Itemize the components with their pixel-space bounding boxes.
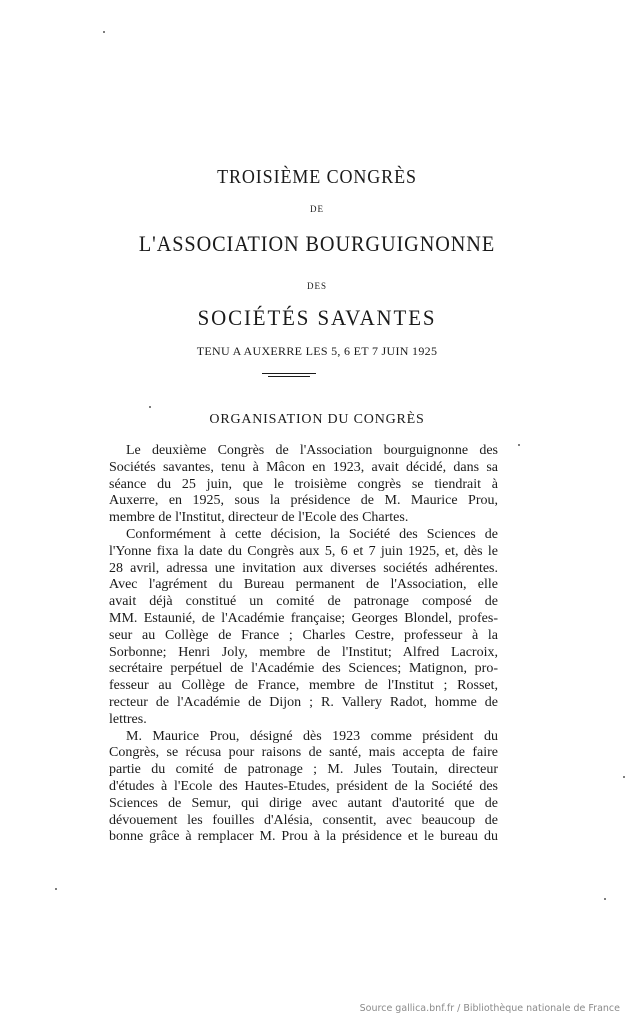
text-line: secrétaire perpétuel de l'Académie des Sciences; Matignon, pro- [109, 661, 498, 677]
scan-speck [604, 898, 606, 900]
text-line: Avec l'agrément du Bureau permanent de l'Association, elle [109, 577, 498, 593]
title-connector-de: DE [310, 204, 324, 214]
scan-speck [623, 776, 625, 778]
text-line: Sociétés savantes, tenu à Mâcon en 1923, avait décidé, dans sa [109, 459, 498, 475]
scan-speck [149, 406, 151, 408]
text-line: seur au Collège de France ; Charles Cestre, professeur à la [109, 627, 498, 643]
text-line: Sciences de Semur, qui dirige avec autant d'autorité que de [109, 795, 498, 811]
text-line: d'études à l'Ecole des Hautes-Etudes, président de la Société des [109, 778, 498, 794]
text-line: recteur de l'Académie de Dijon ; R. Vallery Radot, homme de [109, 694, 498, 710]
text-line: Congrès, se récusa pour raisons de santé, mais accepta de faire [109, 745, 498, 761]
section-title: ORGANISATION DU CONGRÈS [209, 412, 425, 427]
text-line: avait déjà constitué un comité de patronage composé de [109, 594, 498, 610]
text-line: Sorbonne; Henri Joly, membre de l'Institut; Alfred Lacroix, [109, 644, 498, 660]
text-line: séance du 25 juin, que le troisième congrès se tiendrait à [109, 476, 498, 492]
congress-title: TROISIÈME CONGRÈS [217, 166, 417, 188]
text-line: bonne grâce à remplacer M. Prou à la présidence et le bureau du [109, 829, 498, 845]
text-line: 28 avril, adressa une invitation aux diverses sociétés adhérentes. [109, 560, 498, 576]
body-text [109, 443, 498, 846]
scan-speck [55, 888, 57, 890]
text-line: Conformément à cette décision, la Société des Sciences de [126, 526, 498, 542]
text-line: dévouement les fouilles d'Alésia, consentit, avec beaucoup de [109, 812, 498, 828]
text-line: partie du comité de patronage ; M. Jules Toutain, directeur [109, 762, 498, 778]
congress-dateline: TENU A AUXERRE LES 5, 6 ET 7 JUIN 1925 [196, 344, 438, 358]
societies-title: SOCIÉTÉS SAVANTES [197, 305, 437, 330]
scan-speck [103, 31, 105, 33]
text-line: Le deuxième Congrès de l'Association bourguignonne des [126, 443, 498, 458]
scan-speck [518, 444, 520, 446]
text-line: membre de l'Institut, directeur de l'Ecole des Chartes. [109, 510, 409, 526]
source-attribution: Source gallica.bnf.fr / Bibliothèque nationale de France [359, 1003, 620, 1014]
title-divider [262, 373, 316, 374]
text-line: lettres. [109, 711, 147, 727]
text-line: fesseur au Collège de France, membre de l'Institut ; Rosset, [109, 678, 498, 694]
title-connector-des: DES [306, 281, 327, 291]
association-title: L'ASSOCIATION BOURGUIGNONNE [138, 231, 496, 256]
text-line: M. Maurice Prou, désigné dès 1923 comme président du [126, 728, 498, 744]
text-line: MM. Estaunié, de l'Académie française; Georges Blondel, profes- [109, 610, 498, 626]
text-line: l'Yonne fixa la date du Congrès aux 5, 6 et 7 juin 1925, et, dès le [109, 543, 498, 559]
text-line: Auxerre, en 1925, sous la présidence de M. Maurice Prou, [109, 493, 498, 509]
